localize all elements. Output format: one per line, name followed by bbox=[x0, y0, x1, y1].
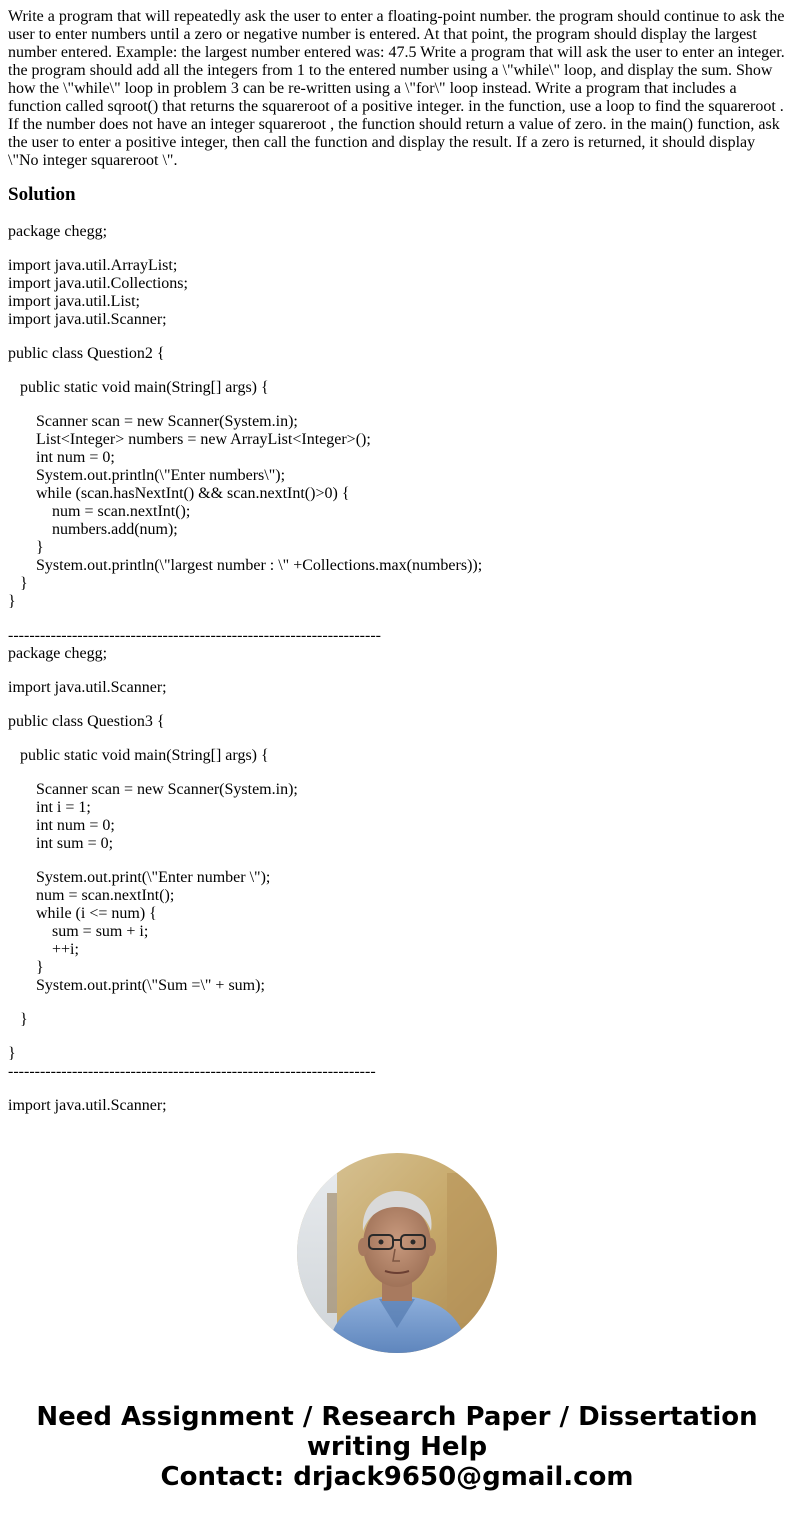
code-line bbox=[8, 363, 786, 379]
code-line bbox=[8, 663, 786, 679]
code-line: import java.util.ArrayList; bbox=[8, 257, 178, 274]
code-line: public class Question2 { bbox=[8, 345, 165, 362]
code-line: public class Question3 { bbox=[8, 713, 165, 730]
code-line: sum = sum + i; bbox=[8, 923, 149, 940]
code-line bbox=[8, 329, 786, 345]
code-line: } bbox=[8, 575, 28, 592]
code-line: while (scan.hasNextInt() && scan.nextInt()>0) { bbox=[8, 485, 350, 502]
code-line: int sum = 0; bbox=[8, 835, 114, 852]
promo-contact: Contact: drjack9650@gmail.com bbox=[160, 1462, 634, 1492]
code-line: System.out.print(\"Sum =\" + sum); bbox=[8, 977, 265, 994]
code-question3 bbox=[8, 645, 786, 1063]
code-separator: ---------------------------------------------------------------------- bbox=[8, 627, 381, 644]
code-line: import java.util.Scanner; bbox=[8, 311, 167, 328]
code-line bbox=[8, 995, 786, 1011]
code-line: } bbox=[8, 1045, 16, 1062]
code-line: System.out.println(\"largest number : \" +Collections.max(numbers)); bbox=[8, 557, 483, 574]
code-separator: --------------------------------------------------------------------- bbox=[8, 1063, 376, 1080]
code-line bbox=[8, 853, 786, 869]
code-line: } bbox=[8, 959, 44, 976]
code-line bbox=[8, 765, 786, 781]
document-content bbox=[8, 8, 786, 1115]
solution-heading: Solution bbox=[8, 184, 76, 205]
code-line: int num = 0; bbox=[8, 449, 115, 466]
code-line bbox=[8, 1029, 786, 1045]
code-line: } bbox=[8, 539, 44, 556]
code-line: } bbox=[8, 1011, 28, 1028]
code-line: import java.util.Scanner; bbox=[8, 1097, 167, 1114]
code-line: List<Integer> numbers = new ArrayList<Integer>(); bbox=[8, 431, 371, 448]
code-line: import java.util.Collections; bbox=[8, 275, 188, 292]
code-line: import java.util.List; bbox=[8, 293, 140, 310]
code-line bbox=[8, 241, 786, 257]
promo-banner bbox=[0, 1402, 794, 1492]
code-line bbox=[8, 1081, 786, 1097]
code-question4 bbox=[8, 1081, 786, 1115]
promo-line: writing Help bbox=[306, 1432, 488, 1462]
code-line: int i = 1; bbox=[8, 799, 91, 816]
code-line: num = scan.nextInt(); bbox=[8, 503, 191, 520]
author-photo-image bbox=[297, 1153, 497, 1353]
code-line bbox=[8, 397, 786, 413]
code-line: public static void main(String[] args) { bbox=[8, 747, 269, 764]
question-text: Write a program that will repeatedly ask the user to enter a floating-point number. the program should continue to ask the user to enter numbers until a zero or negative number is entered. At that point, the program should display the largest number entered. Example: the largest number entered was: 47.5 Write a program that will ask the user to enter an integer. the program should add all the integers from 1 to the entered number using a \"while\" loop, and display the sum. Show how the \"while\" loop in problem 3 can be re-written using a \"for\" loop instead. Write a program that includes a function called sqroot() that returns the squareroot of a positive integer. in the function, use a loop to find the squareroot . If the number does not have an integer squareroot , the function should return a value of zero. in the main() function, ask the user to enter a positive integer, then call the function and display the result. If a zero is returned, it should display \"No integer squareroot \". bbox=[8, 8, 785, 169]
code-line: numbers.add(num); bbox=[8, 521, 178, 538]
code-question2 bbox=[8, 223, 786, 611]
code-line bbox=[8, 731, 786, 747]
code-line: package chegg; bbox=[8, 645, 108, 662]
code-line: while (i <= num) { bbox=[8, 905, 157, 922]
code-line: int num = 0; bbox=[8, 817, 115, 834]
code-line bbox=[8, 697, 786, 713]
code-line: System.out.println(\"Enter numbers\"); bbox=[8, 467, 286, 484]
promo-line: Need Assignment / Research Paper / Dissertation bbox=[36, 1402, 758, 1432]
code-line: } bbox=[8, 593, 16, 610]
code-line: public static void main(String[] args) { bbox=[8, 379, 269, 396]
code-line: import java.util.Scanner; bbox=[8, 679, 167, 696]
author-avatar bbox=[297, 1153, 497, 1353]
code-line: Scanner scan = new Scanner(System.in); bbox=[8, 781, 298, 798]
code-line: package chegg; bbox=[8, 223, 108, 240]
code-line: ++i; bbox=[8, 941, 79, 958]
code-line: num = scan.nextInt(); bbox=[8, 887, 175, 904]
code-line: System.out.print(\"Enter number \"); bbox=[8, 869, 271, 886]
code-block bbox=[8, 223, 786, 1115]
code-line: Scanner scan = new Scanner(System.in); bbox=[8, 413, 298, 430]
